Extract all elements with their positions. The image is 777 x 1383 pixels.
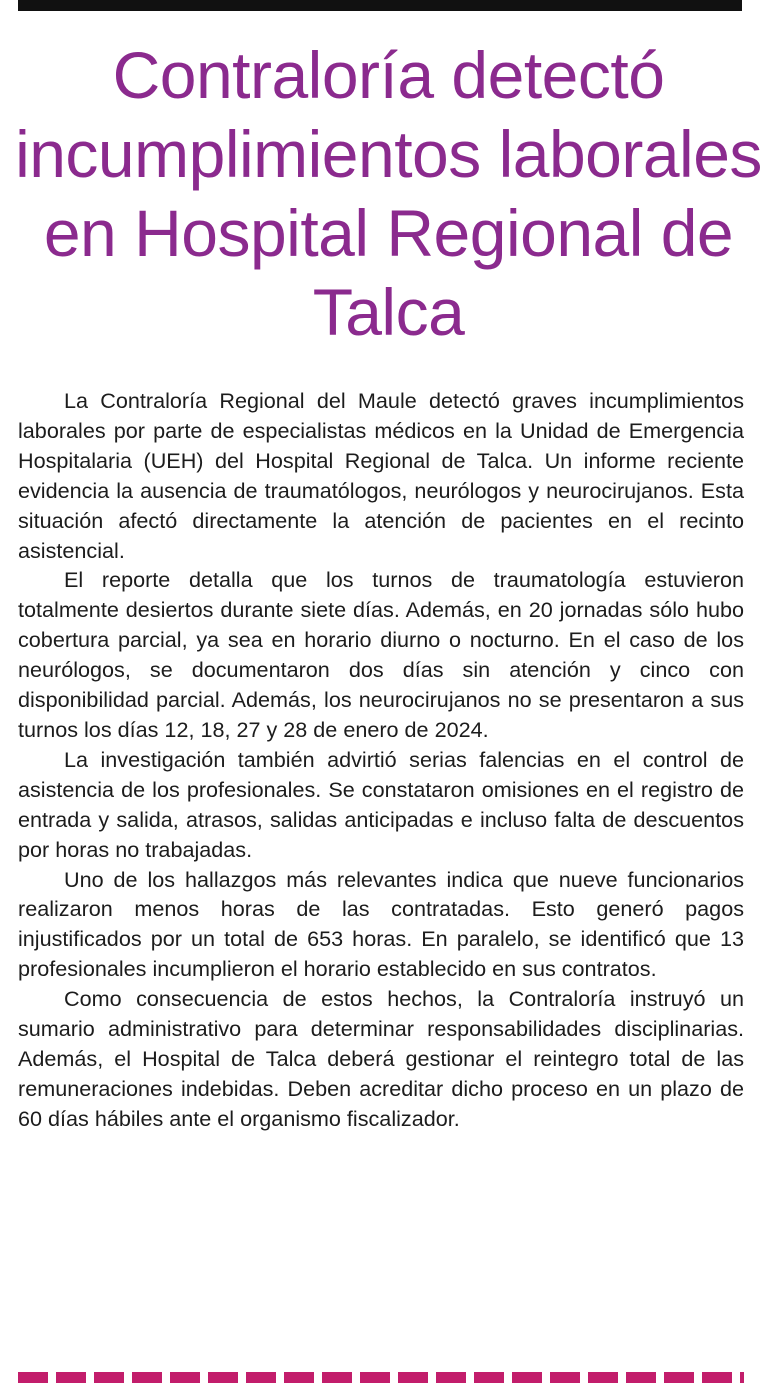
top-rule (18, 0, 742, 11)
headline: Contraloría detectó incumplimientos laborales en Hospital Regional de Talca (15, 38, 762, 349)
article-body (18, 386, 744, 1134)
paragraph-5: Como consecuencia de estos hechos, la Contraloría instruyó un sumario administrativo para determinar responsabilidades disciplinarias. Además, el Hospital de Talca deberá gestionar el reintegro total de las remuneraciones indebidas. Deben acreditar dicho proceso en un plazo de 60 días hábiles ante el organismo fiscalizador. (18, 986, 744, 1131)
paragraph-4: Uno de los hallazgos más relevantes indica que nueve funcionarios realizaron menos horas de las contratadas. Esto generó pagos injustificados por un total de 653 horas. En paralelo, se identificó que 13 profesionales incumplieron el horario establecido en sus contratos. (18, 866, 744, 982)
paragraph-3: La investigación también advirtió serias falencias en el control de asistencia de los profesionales. Se constataron omisiones en el registro de entrada y salida, atrasos, salidas anticipadas e incluso falta de descuentos por horas no trabajadas. (18, 746, 744, 862)
paragraph-2: El reporte detalla que los turnos de traumatología estuvieron totalmente desiertos durante siete días. Además, en 20 jornadas sólo hubo cobertura parcial, ya sea en horario diurno o nocturno. En el caso de los neurólogos, se documentaron dos días sin atención y cinco con disponibilidad parcial. Además, los neurocirujanos no se presentaron a sus turnos los días 12, 18, 27 y 28 de enero de 2024. (18, 567, 744, 742)
paragraph-1: La Contraloría Regional del Maule detectó graves incumplimientos laborales por parte de especialistas médicos en la Unidad de Emergencia Hospitalaria (UEH) del Hospital Regional de Talca. Un informe reciente evidencia la ausencia de traumatólogos, neurólogos y neurocirujanos. Esta situación afectó directamente la atención de pacientes en el recinto asistencial. (18, 388, 744, 563)
bottom-dashed-rule (18, 1372, 744, 1383)
